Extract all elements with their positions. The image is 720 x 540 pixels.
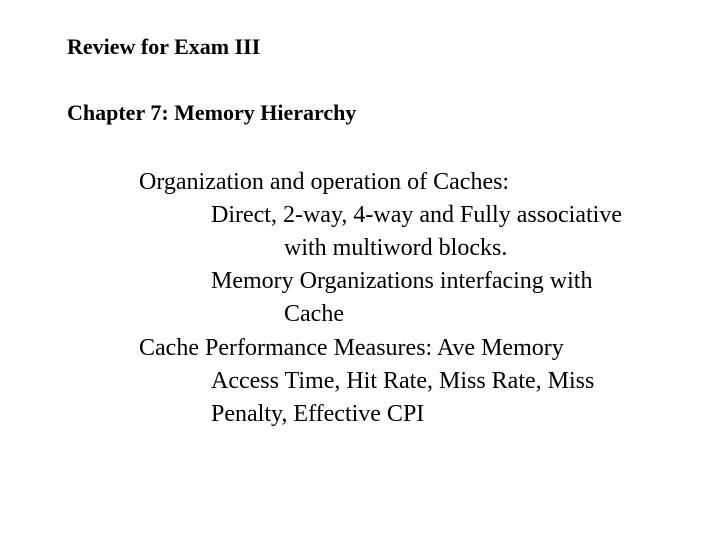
sub-bullet-cache-types: Direct, 2-way, 4-way and Fully associative (211, 202, 622, 228)
slide-title: Review for Exam III (67, 34, 261, 59)
chapter-heading: Chapter 7: Memory Hierarchy (67, 100, 357, 125)
bullet-topic-caches: Organization and operation of Caches: (139, 169, 510, 195)
bullet-topic-performance: Cache Performance Measures: Ave Memory (139, 335, 564, 361)
sub-bullet-performance-measures-continued: Penalty, Effective CPI (211, 401, 425, 427)
sub-bullet-memory-organizations-continued: Cache (284, 301, 344, 327)
sub-bullet-performance-measures: Access Time, Hit Rate, Miss Rate, Miss (211, 368, 595, 394)
sub-bullet-memory-organizations: Memory Organizations interfacing with (211, 268, 593, 294)
sub-bullet-cache-types-continued: with multiword blocks. (284, 235, 508, 261)
